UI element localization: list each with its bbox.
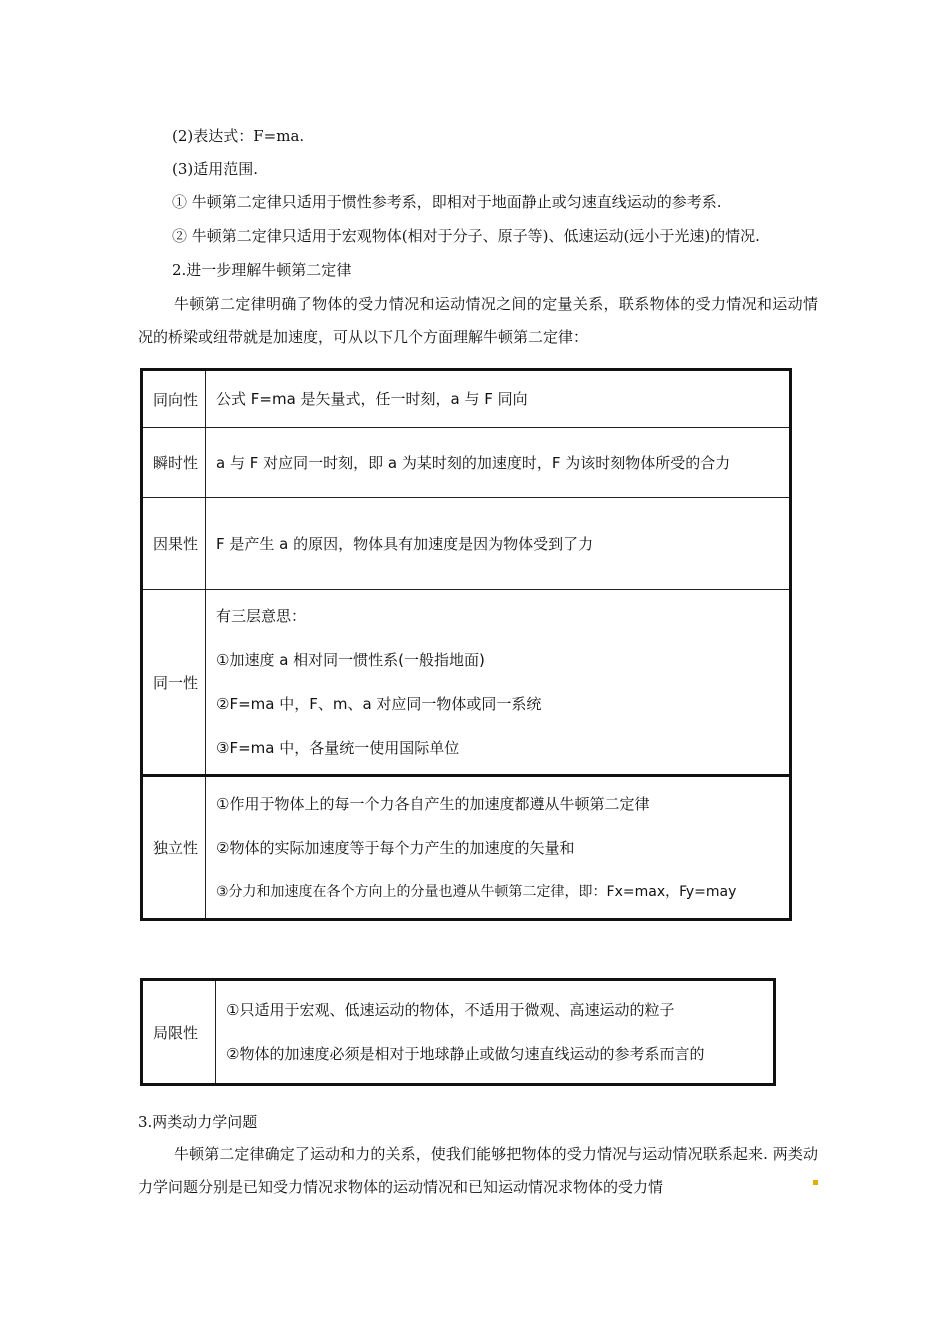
section-2-title: 2.进一步理解牛顿第二定律 [172,261,352,279]
row-text: 有三层意思： [216,607,307,625]
table-row [142,428,791,498]
row-header: 瞬时性 [142,428,206,498]
row-header: 因果性 [142,498,206,590]
table-row [142,776,791,920]
row-content [206,498,791,590]
line-expression: (2)表达式：F=ma. [172,127,305,145]
row-text: ②物体的实际加速度等于每个力产生的加速度的矢量和 [216,838,575,857]
row-text: ②F=ma 中，F、m、a 对应同一物体或同一系统 [216,695,542,713]
line-scope-1: ① 牛顿第二定律只适用于惯性参考系，即相对于地面静止或匀速直线运动的参考系. [172,193,722,211]
row-header: 局限性 [142,980,216,1085]
table-row [142,590,791,776]
section-3-title: 3.两类动力学问题 [138,1113,258,1131]
row-header: 同一性 [142,590,206,776]
limitations-table [140,978,776,1086]
line-scope-2: ② 牛顿第二定律只适用于宏观物体(相对于分子、原子等)、低速运动(远小于光速)的情况. [172,227,760,245]
row-text: ②物体的加速度必须是相对于地球静止或做匀速直线运动的参考系而言的 [226,1045,705,1063]
row-text: ①加速度 a 相对同一惯性系(一般指地面) [216,651,485,669]
row-content [206,776,791,920]
row-text: ③F=ma 中，各量统一使用国际单位 [216,739,460,757]
row-header: 独立性 [142,776,206,920]
table-row [142,980,775,1085]
row-content [216,980,775,1085]
row-content [206,370,791,428]
section-2-paragraph: 牛顿第二定律明确了物体的受力情况和运动情况之间的定量关系，联系物体的受力情况和运动情况的桥梁或纽带就是加速度，可从以下几个方面理解牛顿第二定律： [138,295,818,346]
row-text: ①只适用于宏观、低速运动的物体，不适用于微观、高速运动的粒子 [226,1001,675,1019]
row-content [206,428,791,498]
table-row [142,498,791,590]
table-row [142,370,791,428]
row-content [206,590,791,776]
properties-table [140,368,792,921]
line-scope-title: (3)适用范围. [172,160,259,178]
row-text: 公式 F=ma 是矢量式，任一时刻，a 与 F 同向 [216,390,528,408]
row-text: ③分力和加速度在各个方向上的分量也遵从牛顿第二定律，即：Fx=max，Fy=may [216,883,737,900]
section-3-paragraph: 牛顿第二定律确定了运动和力的关系，使我们能够把物体的受力情况与运动情况联系起来. 两类动力学问题分别是已知受力情况求物体的运动情况和已知运动情况求物体的受力情 [138,1145,818,1196]
row-header: 同向性 [142,370,206,428]
row-text: a 与 F 对应同一时刻，即 a 为某时刻的加速度时，F 为该时刻物体所受的合力 [216,453,731,472]
row-text: ①作用于物体上的每一个力各自产生的加速度都遵从牛顿第二定律 [216,794,650,813]
row-text: F 是产生 a 的原因，物体具有加速度是因为物体受到了力 [216,534,594,553]
end-mark [813,1180,818,1185]
